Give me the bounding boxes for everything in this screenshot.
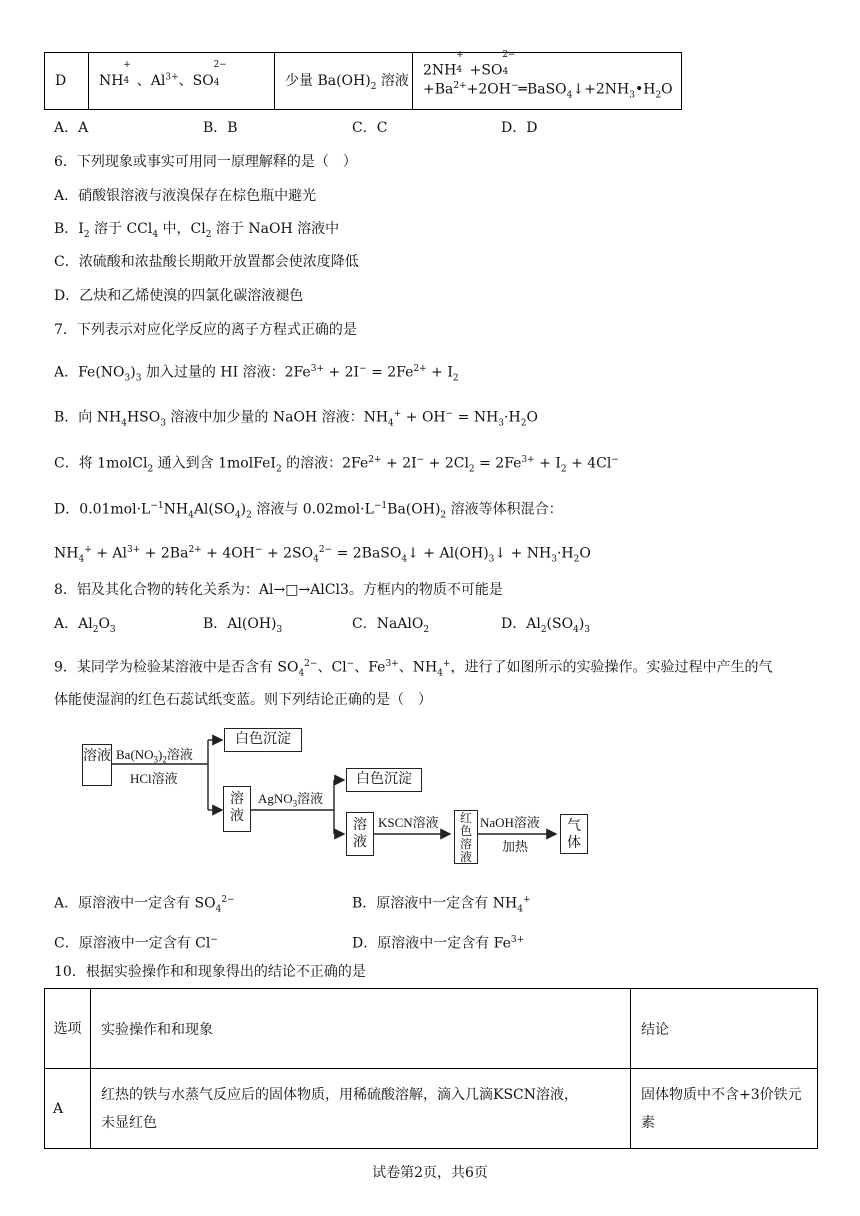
q7-option-b: B．向 $NH_4HSO_3$ 溶液中加少量的 NaOH 溶液：$NH_4^+ + OH^- = NH_3\cdot H_2O$ bbox=[54, 409, 538, 429]
q9-option-d: D．原溶液中一定含有 $Fe^{3+}$ bbox=[352, 935, 525, 952]
q10-header-conclusion: 结论 bbox=[631, 989, 818, 1069]
reagent-cell: 少量 $Ba(OH)_2$ 溶液 bbox=[275, 53, 413, 110]
q8-option-c: C．NaAlO$_2$ bbox=[352, 616, 430, 635]
row-label: D bbox=[45, 53, 89, 110]
reagent1-label: $Ba(NO_3)_2$溶液 bbox=[116, 747, 193, 765]
reagent4-label: NaOH溶液 bbox=[480, 815, 540, 830]
q6-option-d: D．乙炔和乙烯使溴的四氯化碳溶液褪色 bbox=[54, 288, 304, 304]
q9-stem-line1: 9．某同学为检验某溶液中是否含有 $SO_4^{2-}$、Cl−、$Fe^{3+}$、$NH_4^+$，进行了如图所示的实验操作。实验过程中产生的气 bbox=[54, 659, 773, 679]
q6-option-c: C．浓硫酸和浓盐酸长期敞开放置都会使浓度降低 bbox=[54, 254, 359, 270]
q6-option-b: B．$I_2$ 溶于 CCl$_4$ 中，$Cl_2$ 溶于 NaOH 溶液中 bbox=[54, 221, 340, 240]
q7-option-d-equation: $NH_4^+ + Al^{3+} + 2Ba^{2+} + 4OH^- + 2SO_4^{2-}$ = 2BaSO$_4$↓ + $Al(OH)_3↓ + NH_3\cdot H_2O$ bbox=[54, 545, 591, 565]
equation-cell: $2NH_4^++SO_4^{2-}+Ba^{2+}+2OH^-═BaSO_4↓+2NH_3•H_2O$ bbox=[413, 53, 682, 110]
q7-option-a: A．$Fe(NO_3)_3$ 加入过量的 HI 溶液：$2Fe^{3+} + 2I^- = 2Fe^{2+} + I_2$ bbox=[54, 364, 459, 384]
q7-option-d: D．$0.01mol\cdot L^{-1}NH_4Al(SO_4)_2$ 溶液与 $0.02mol\cdot L^{-1}Ba(OH)_2$ 溶液等体积混合： bbox=[54, 501, 563, 521]
q10-row-a-conclusion bbox=[631, 1069, 818, 1149]
q10-row-a-operation bbox=[91, 1069, 631, 1149]
q10-row-a-conclusion-line2: 素 bbox=[641, 1114, 655, 1131]
q5-option-c: C．C bbox=[352, 120, 388, 136]
gas-box: 气体 bbox=[560, 814, 588, 854]
sol3-box: 溶液 bbox=[346, 812, 374, 856]
reagent2-label: AgNO$_3$溶液 bbox=[258, 791, 324, 809]
q8-stem: 8．铝及其化合物的转化关系为：Al→□→AlCl3。方框内的物质不可能是 bbox=[54, 582, 503, 598]
q7-option-c: C．将 1molCl$_2$ 通入到含 1molFeI$_2$ 的溶液：$2Fe^{2+} + 2I^- + 2Cl_2 = 2Fe^{3+} + I_2 + 4Cl^-$ bbox=[54, 455, 619, 475]
ions-cell: $NH_4^+$、$Al^{3+}$、$SO_4^{2-}$ bbox=[89, 53, 275, 110]
q5-option-d: D．D bbox=[501, 120, 538, 136]
reagent1b-label: HCl溶液 bbox=[130, 771, 178, 786]
q10-row-a-conclusion-line1: 固体物质中不含+3价铁元 bbox=[641, 1086, 802, 1103]
q8-option-b: B．$Al(OH)_3$ bbox=[203, 616, 283, 635]
q7-stem: 7．下列表示对应化学反应的离子方程式正确的是 bbox=[54, 322, 357, 338]
q6-stem: 6．下列现象或事实可用同一原理解释的是（ ） bbox=[54, 154, 357, 170]
q9-option-a: A．原溶液中一定含有 $SO_4^{2-}$ bbox=[54, 895, 235, 915]
q10-table bbox=[44, 988, 818, 1149]
q6-option-a: A．硝酸银溶液与液溴保存在棕色瓶中避光 bbox=[54, 188, 317, 204]
q10-header-option: 选项 bbox=[45, 989, 91, 1069]
q10-stem: 10．根据实验操作和和现象得出的结论不正确的是 bbox=[54, 964, 366, 980]
q10-row-a-operation-line1: 红热的铁与水蒸气反应后的固体物质，用稀硫酸溶解，滴入几滴KSCN溶液， bbox=[101, 1086, 579, 1103]
q9-option-b: B．原溶液中一定含有 $NH_4^+$ bbox=[352, 895, 531, 915]
q5-option-a: A．A bbox=[54, 120, 89, 136]
red-solution-box: 红色溶液 bbox=[454, 810, 478, 864]
q10-row-a-label: A bbox=[45, 1069, 91, 1149]
q9-flow-diagram bbox=[80, 724, 600, 864]
q9-option-c: C．原溶液中一定含有 Cl− bbox=[54, 935, 218, 952]
q8-option-d: D．$Al_2(SO_4)_3$ bbox=[501, 616, 591, 635]
q8-option-a: A．$Al_2O_3$ bbox=[54, 616, 116, 635]
start-solution-box: 溶液 bbox=[82, 744, 112, 786]
q10-row-a-operation-line2: 未显红色 bbox=[101, 1114, 157, 1131]
page-footer: 试卷第2页，共6页 bbox=[372, 1165, 488, 1181]
ppt2-box: 白色沉淀 bbox=[346, 768, 422, 792]
q5-option-b: B．B bbox=[203, 120, 238, 136]
q9-stem-line2: 体能使湿润的红色石蕊试纸变蓝。则下列结论正确的是（ ） bbox=[54, 692, 432, 708]
reagent3-label: KSCN溶液 bbox=[378, 815, 439, 830]
q5-table-row-d bbox=[44, 49, 682, 110]
reagent4b-label: 加热 bbox=[502, 839, 529, 854]
q10-header-operation: 实验操作和和现象 bbox=[91, 989, 631, 1069]
ppt1-box: 白色沉淀 bbox=[224, 728, 302, 752]
sol2-box: 溶液 bbox=[223, 786, 251, 832]
